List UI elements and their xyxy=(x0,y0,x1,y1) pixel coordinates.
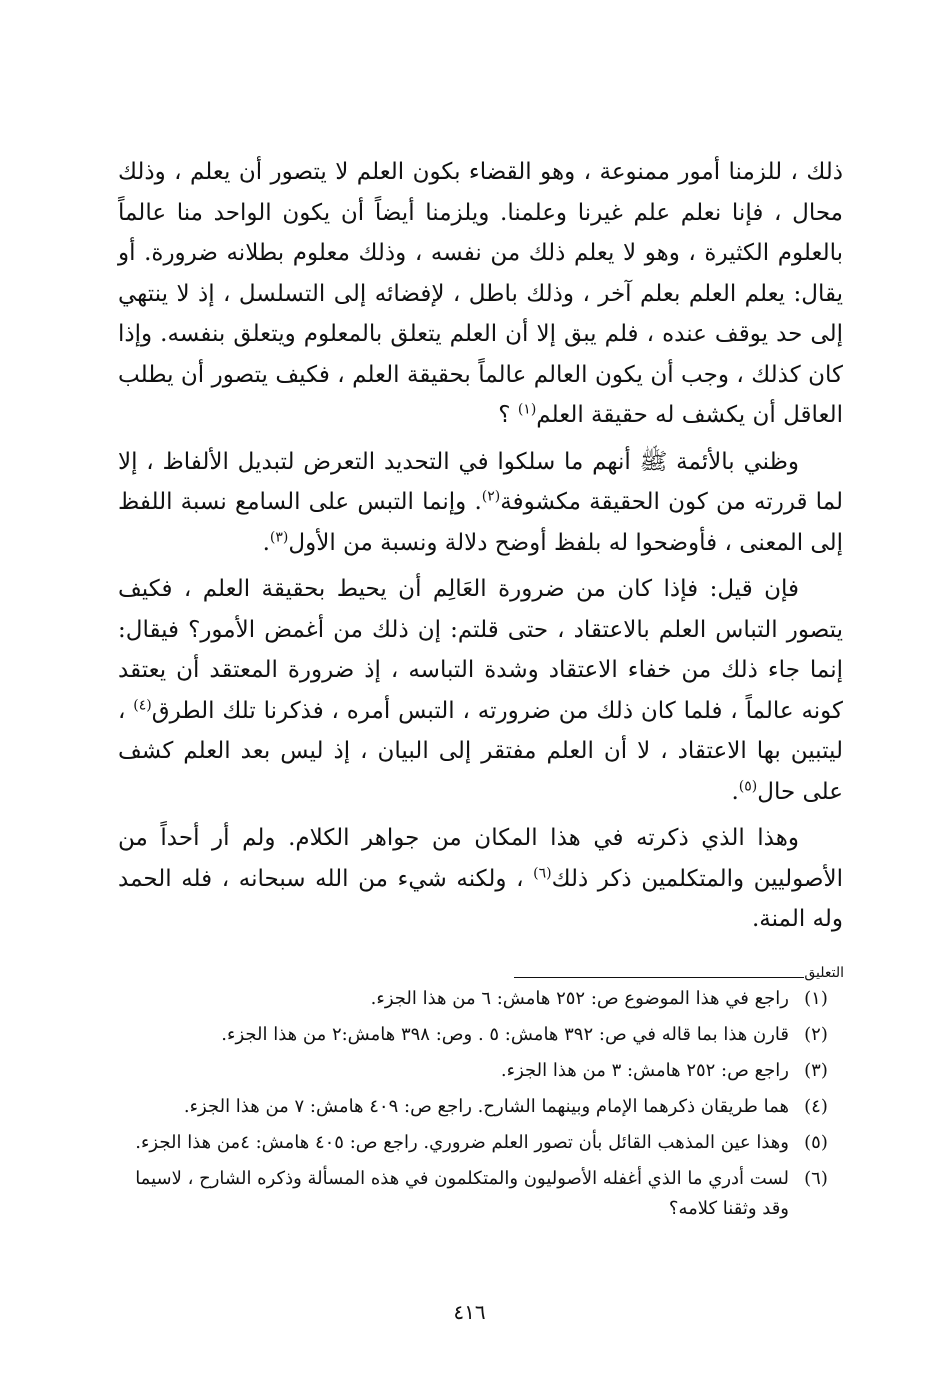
footnote-item xyxy=(118,1056,843,1086)
footnote-number: (٦) xyxy=(804,1168,828,1189)
footnote-number: (١) xyxy=(804,988,828,1009)
footnote-item xyxy=(118,984,843,1014)
footnote-ref-4: (٤) xyxy=(133,696,152,713)
footnote-number: (٥) xyxy=(804,1132,828,1153)
footnote-ref-6: (٦) xyxy=(533,864,552,881)
footnote-ref-5: (٥) xyxy=(738,777,758,794)
footnote-item xyxy=(118,1092,843,1122)
paragraph-3-end: . xyxy=(731,778,739,805)
paragraph-2-end: . xyxy=(262,529,270,556)
footnotes xyxy=(118,984,843,1230)
paragraph-2-text-a: وظني بالأئمة ﷺ أنهم ما سلكوا في التحديد التعرض لتبديل الألفاظ ، إلا لما قررته من كون الحقيقة مكشوفة xyxy=(118,448,843,515)
footnote-number: (٣) xyxy=(804,1060,828,1081)
footnote-text: راجع في هذا الموضوع ص: ٢٥٢ هامش: ٦ من هذا الجزء. xyxy=(370,988,789,1009)
paragraph-4-text-a: وهذا الذي ذكرته في هذا المكان من جواهر الكلام. ولم أر أحداً من الأصوليين والمتكلمين ذكر ذلك xyxy=(118,825,843,892)
footnote-number: (٢) xyxy=(804,1024,828,1045)
paragraph-1-end: ؟ xyxy=(498,402,518,428)
footnote-text: راجع ص: ٢٥٢ هامش: ٣ من هذا الجزء. xyxy=(500,1060,789,1081)
footnote-item xyxy=(118,1128,843,1158)
paragraph-2-text-b: . وإنما التبس على السامع نسبة اللفظ إلى المعنى ، فأوضحوا له بلفظ أوضح دلالة ونسبة من الأول xyxy=(118,489,843,556)
footnote-ref-2: (٢) xyxy=(481,488,501,505)
footnote-item xyxy=(118,1020,843,1050)
paragraph-4 xyxy=(118,818,843,940)
paragraph-3-text-b: ، ليتبين بها الاعتقاد ، لا أن العلم مفتقر إلى البيان ، إذ ليس بعد العلم كشف على حال xyxy=(118,697,843,805)
paragraph-1-text: ذلك ، للزمنا أمور ممنوعة ، وهو القضاء بكون العلم لا يتصور أن يعلم ، وذلك محال ، فإنا نعلم علم غيرنا وعلمنا. ويلزمنا أيضاً أن يكون الواحد منا عالماً بالعلوم الكثيرة ، وهو لا يعلم ذلك من نفسه ، وذلك معلوم بطلانه ضرورة. أو يقال: يعلم العلم بعلم آخر ، وذلك باطل ، لإفضائه إلى التسلسل ، إذ لا ينتهي إلى حد يوقف عنده ، فلم يبق إلا أن العلم يتعلق بالمعلوم ويتعلق بنفسه. وإذا كان كذلك ، وجب أن يكون العالم عالماً بحقيقة العلم ، فكيف يتصور أن يطلب العاقل أن يكشف له حقيقة العلم xyxy=(118,159,843,428)
footnote-text: قارن هذا بما قاله في ص: ٣٩٢ هامش: ٥ . وص: ٣٩٨ هامش:٢ من هذا الجزء. xyxy=(221,1024,789,1045)
paragraph-2 xyxy=(118,442,843,564)
footnote-text: لست أدري ما الذي أغفله الأصوليون والمتكلمون في هذه المسألة وذكره الشارح ، لاسيما وقد وثقنا كلامه؟ xyxy=(135,1168,789,1219)
page-number: ٤١٦ xyxy=(453,1300,486,1324)
paragraph-1 xyxy=(118,152,843,436)
footnote-ref-1: (١) xyxy=(517,401,537,418)
footnote-number: (٤) xyxy=(804,1096,828,1117)
notes-label: التعليق xyxy=(804,965,844,981)
footnote-item xyxy=(118,1164,843,1224)
paragraph-3-text-a: فإن قيل: فإذا كان من ضرورة العَالِم أن يحيط بحقيقة العلم ، فكيف يتصور التباس العلم بالاعتقاد ، حتى قلتم: إن ذلك من أغمض الأمور؟ فيقال: إنما جاء ذلك من خفاء الاعتقاد وشدة التباسه ، إذ ضرورة المعتقد أن يعتقد كونه عالماً ، فلما كان ذلك من ضرورته ، التبس أمره ، فذكرنا تلك الطرق xyxy=(118,576,844,724)
paragraph-3 xyxy=(118,569,843,812)
footnote-text: هما طريقان ذكرهما الإمام وبينهما الشارح. راجع ص: ٤٠٩ هامش: ٧ من هذا الجزء. xyxy=(183,1096,789,1117)
paragraph-4-text-b: ، ولكنه شيء من الله سبحانه ، فله الحمد وله المنة. xyxy=(118,865,843,932)
notes-header xyxy=(514,960,844,980)
main-text xyxy=(118,152,843,946)
notes-divider xyxy=(514,977,804,978)
footnote-text: وهذا عين المذهب القائل بأن تصور العلم ضروري. راجع ص: ٤٠٥ هامش: ٤من هذا الجزء. xyxy=(135,1132,789,1153)
footnote-ref-3: (٣) xyxy=(269,528,289,545)
